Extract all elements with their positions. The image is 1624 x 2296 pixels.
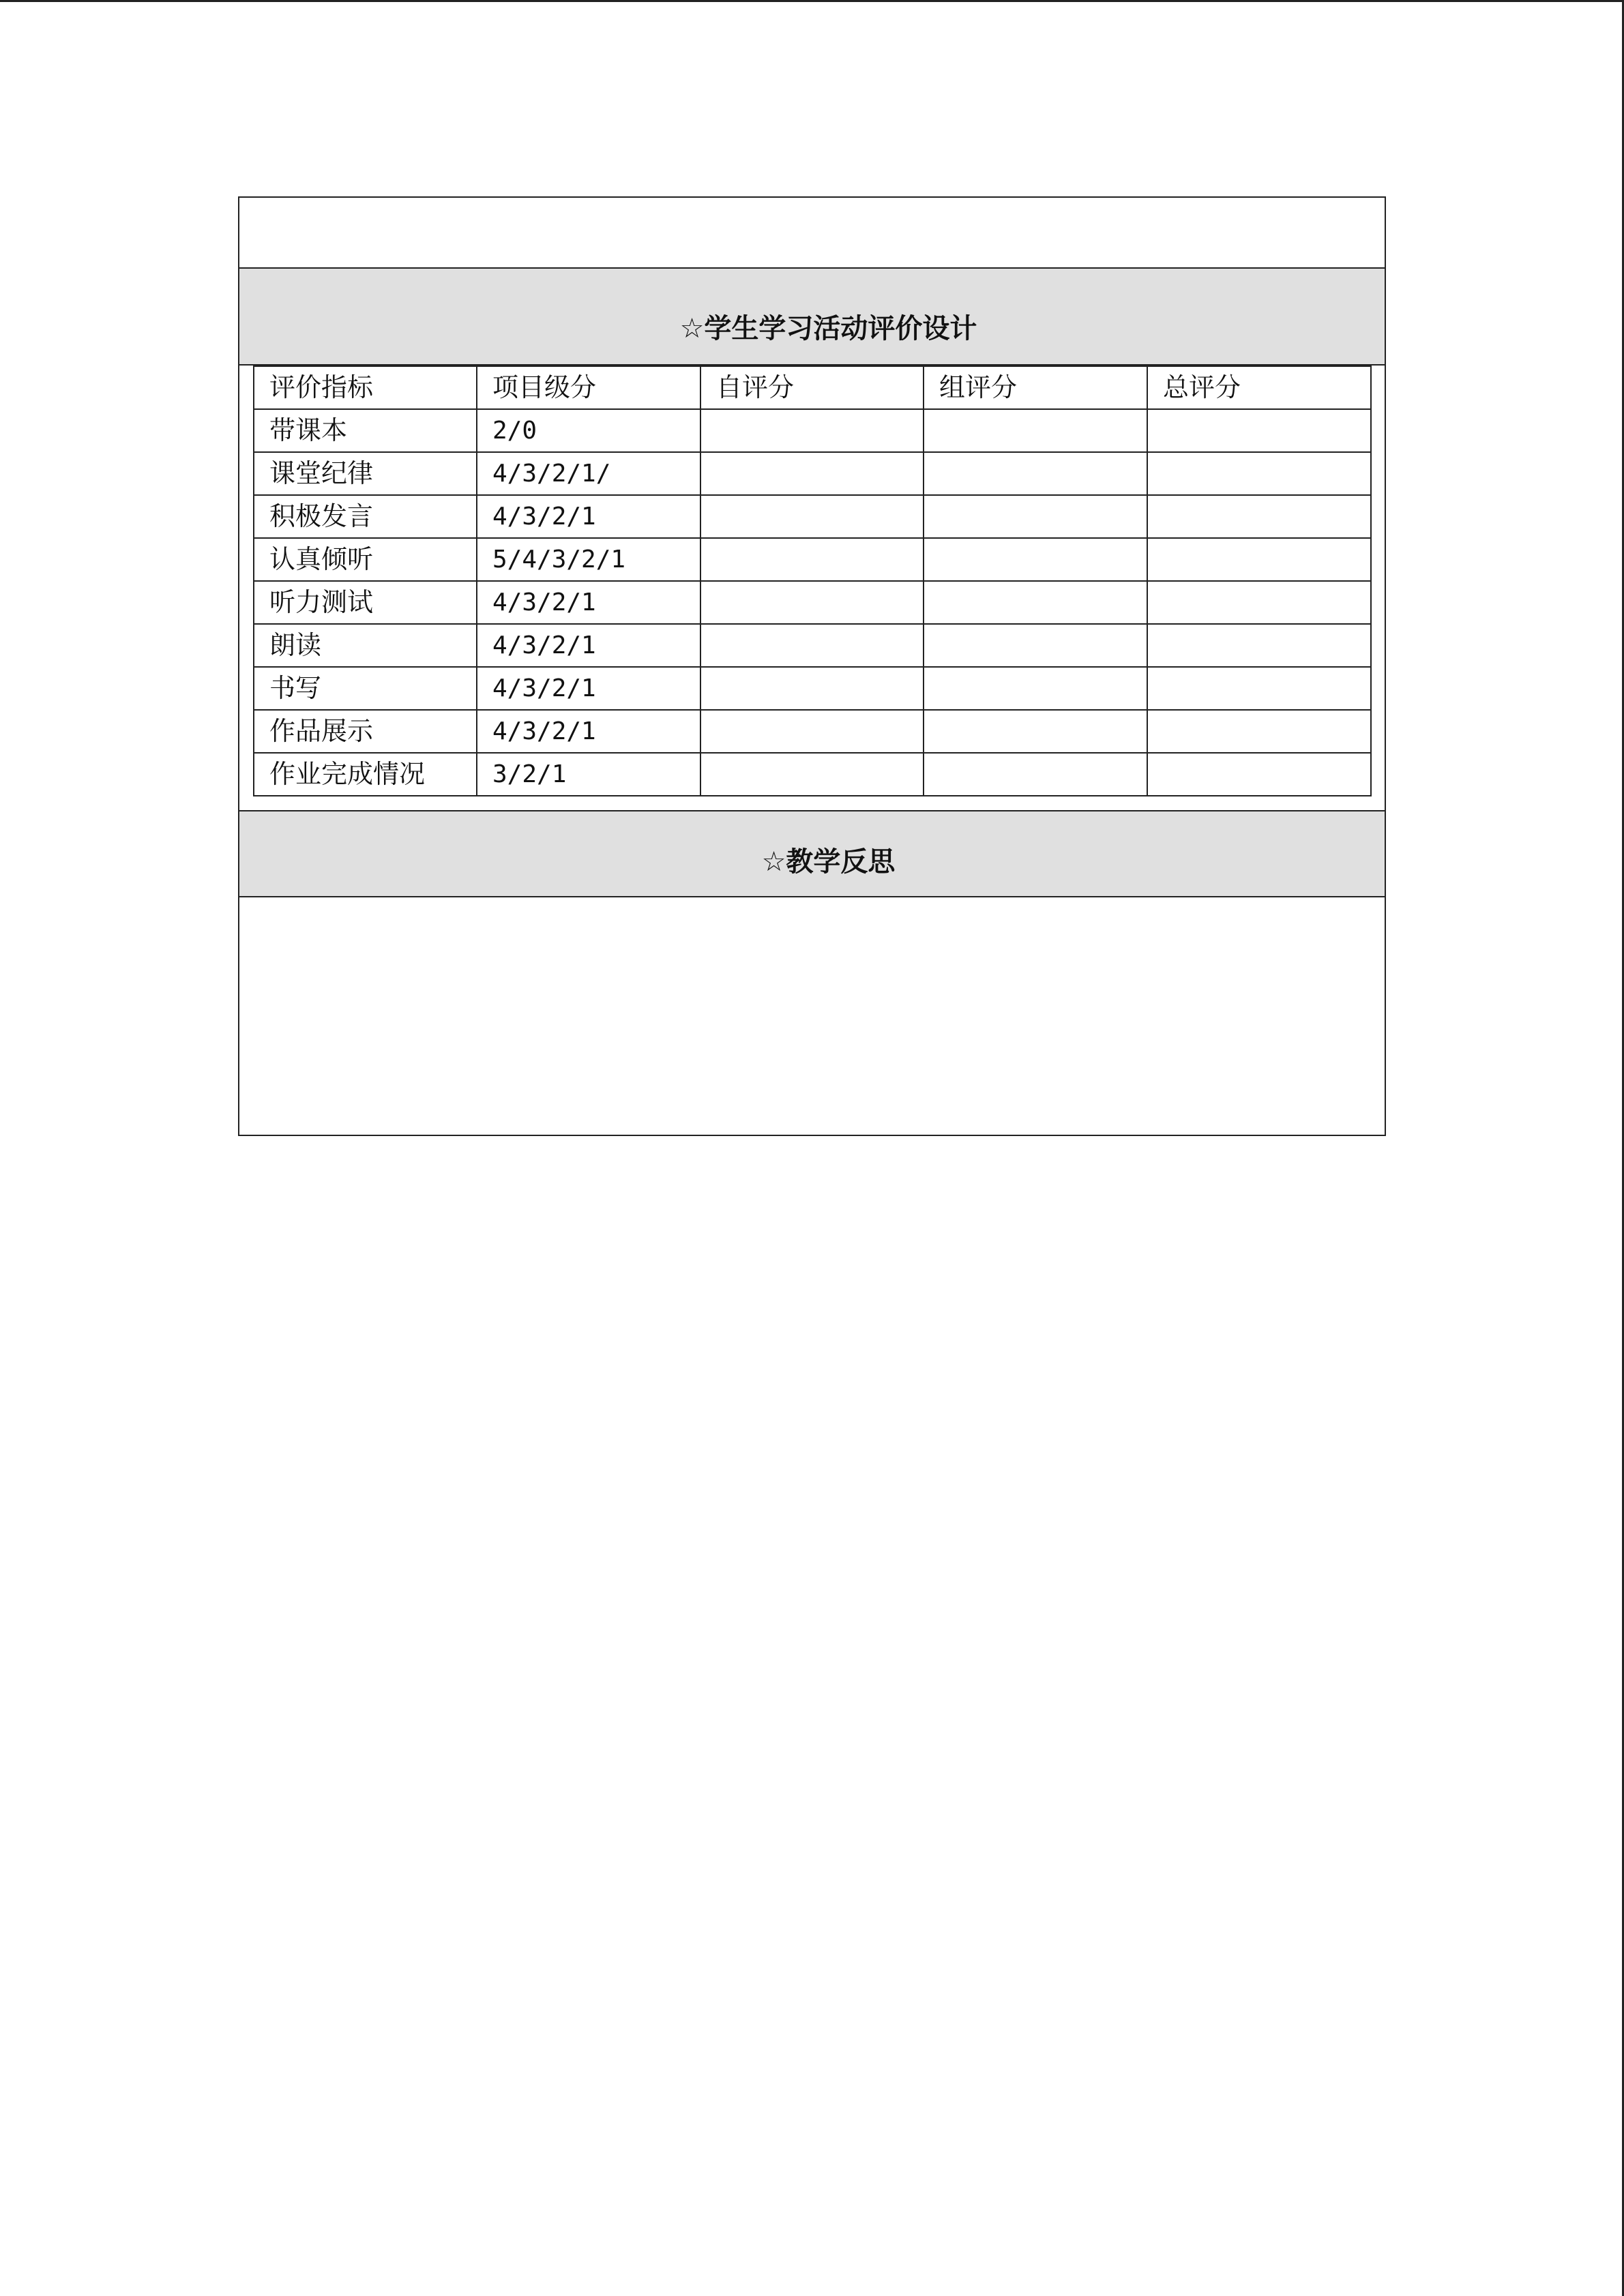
self-score-cell[interactable] <box>700 710 924 753</box>
criterion-cell: 带课本 <box>254 409 477 452</box>
evaluation-section-header <box>239 269 1385 366</box>
reflection-section-header <box>239 810 1385 897</box>
table-row <box>254 667 1371 710</box>
reflection-content-area[interactable] <box>239 897 1385 1135</box>
table-row <box>254 495 1371 538</box>
total-score-cell[interactable] <box>1147 538 1371 581</box>
score-levels-cell: 4/3/2/1 <box>477 624 700 667</box>
total-score-cell[interactable] <box>1147 710 1371 753</box>
criterion-cell: 听力测试 <box>254 581 477 624</box>
table-row <box>254 581 1371 624</box>
score-levels-cell: 4/3/2/1 <box>477 581 700 624</box>
self-score-cell[interactable] <box>700 452 924 495</box>
group-score-cell[interactable] <box>924 452 1147 495</box>
self-score-cell[interactable] <box>700 581 924 624</box>
table-row <box>254 452 1371 495</box>
score-levels-cell: 2/0 <box>477 409 700 452</box>
criterion-cell: 课堂纪律 <box>254 452 477 495</box>
group-score-cell[interactable] <box>924 581 1147 624</box>
total-score-cell[interactable] <box>1147 753 1371 796</box>
group-score-cell[interactable] <box>924 753 1147 796</box>
score-levels-cell: 5/4/3/2/1 <box>477 538 700 581</box>
score-levels-cell: 4/3/2/1 <box>477 710 700 753</box>
total-score-cell[interactable] <box>1147 667 1371 710</box>
total-score-cell[interactable] <box>1147 409 1371 452</box>
evaluation-table <box>253 366 1372 796</box>
group-score-cell[interactable] <box>924 667 1147 710</box>
self-score-cell[interactable] <box>700 538 924 581</box>
total-score-cell[interactable] <box>1147 452 1371 495</box>
criterion-cell: 积极发言 <box>254 495 477 538</box>
lesson-plan-frame <box>238 196 1386 1136</box>
table-row <box>254 753 1371 796</box>
table-row <box>254 409 1371 452</box>
table-header-cell: 总评分 <box>1147 366 1371 409</box>
group-score-cell[interactable] <box>924 538 1147 581</box>
table-row <box>254 624 1371 667</box>
table-row <box>254 710 1371 753</box>
page-top-border <box>0 0 1624 2</box>
score-levels-cell: 4/3/2/1 <box>477 667 700 710</box>
self-score-cell[interactable] <box>700 753 924 796</box>
group-score-cell[interactable] <box>924 624 1147 667</box>
total-score-cell[interactable] <box>1147 581 1371 624</box>
blank-top-cell <box>239 198 1385 269</box>
group-score-cell[interactable] <box>924 710 1147 753</box>
table-header-cell: 自评分 <box>700 366 924 409</box>
table-row <box>254 538 1371 581</box>
total-score-cell[interactable] <box>1147 624 1371 667</box>
criterion-cell: 书写 <box>254 667 477 710</box>
criterion-cell: 朗读 <box>254 624 477 667</box>
criterion-cell: 作业完成情况 <box>254 753 477 796</box>
criterion-cell: 认真倾听 <box>254 538 477 581</box>
criterion-cell: 作品展示 <box>254 710 477 753</box>
self-score-cell[interactable] <box>700 495 924 538</box>
score-levels-cell: 4/3/2/1 <box>477 495 700 538</box>
self-score-cell[interactable] <box>700 409 924 452</box>
group-score-cell[interactable] <box>924 495 1147 538</box>
table-header-cell: 组评分 <box>924 366 1147 409</box>
table-header-cell: 项目级分 <box>477 366 700 409</box>
score-levels-cell: 3/2/1 <box>477 753 700 796</box>
table-header-row <box>254 366 1371 409</box>
reflection-section-title: ☆教学反思 <box>761 846 896 878</box>
evaluation-section-title: ☆学生学习活动评价设计 <box>679 313 977 344</box>
group-score-cell[interactable] <box>924 409 1147 452</box>
table-header-cell: 评价指标 <box>254 366 477 409</box>
score-levels-cell: 4/3/2/1/ <box>477 452 700 495</box>
self-score-cell[interactable] <box>700 667 924 710</box>
self-score-cell[interactable] <box>700 624 924 667</box>
total-score-cell[interactable] <box>1147 495 1371 538</box>
